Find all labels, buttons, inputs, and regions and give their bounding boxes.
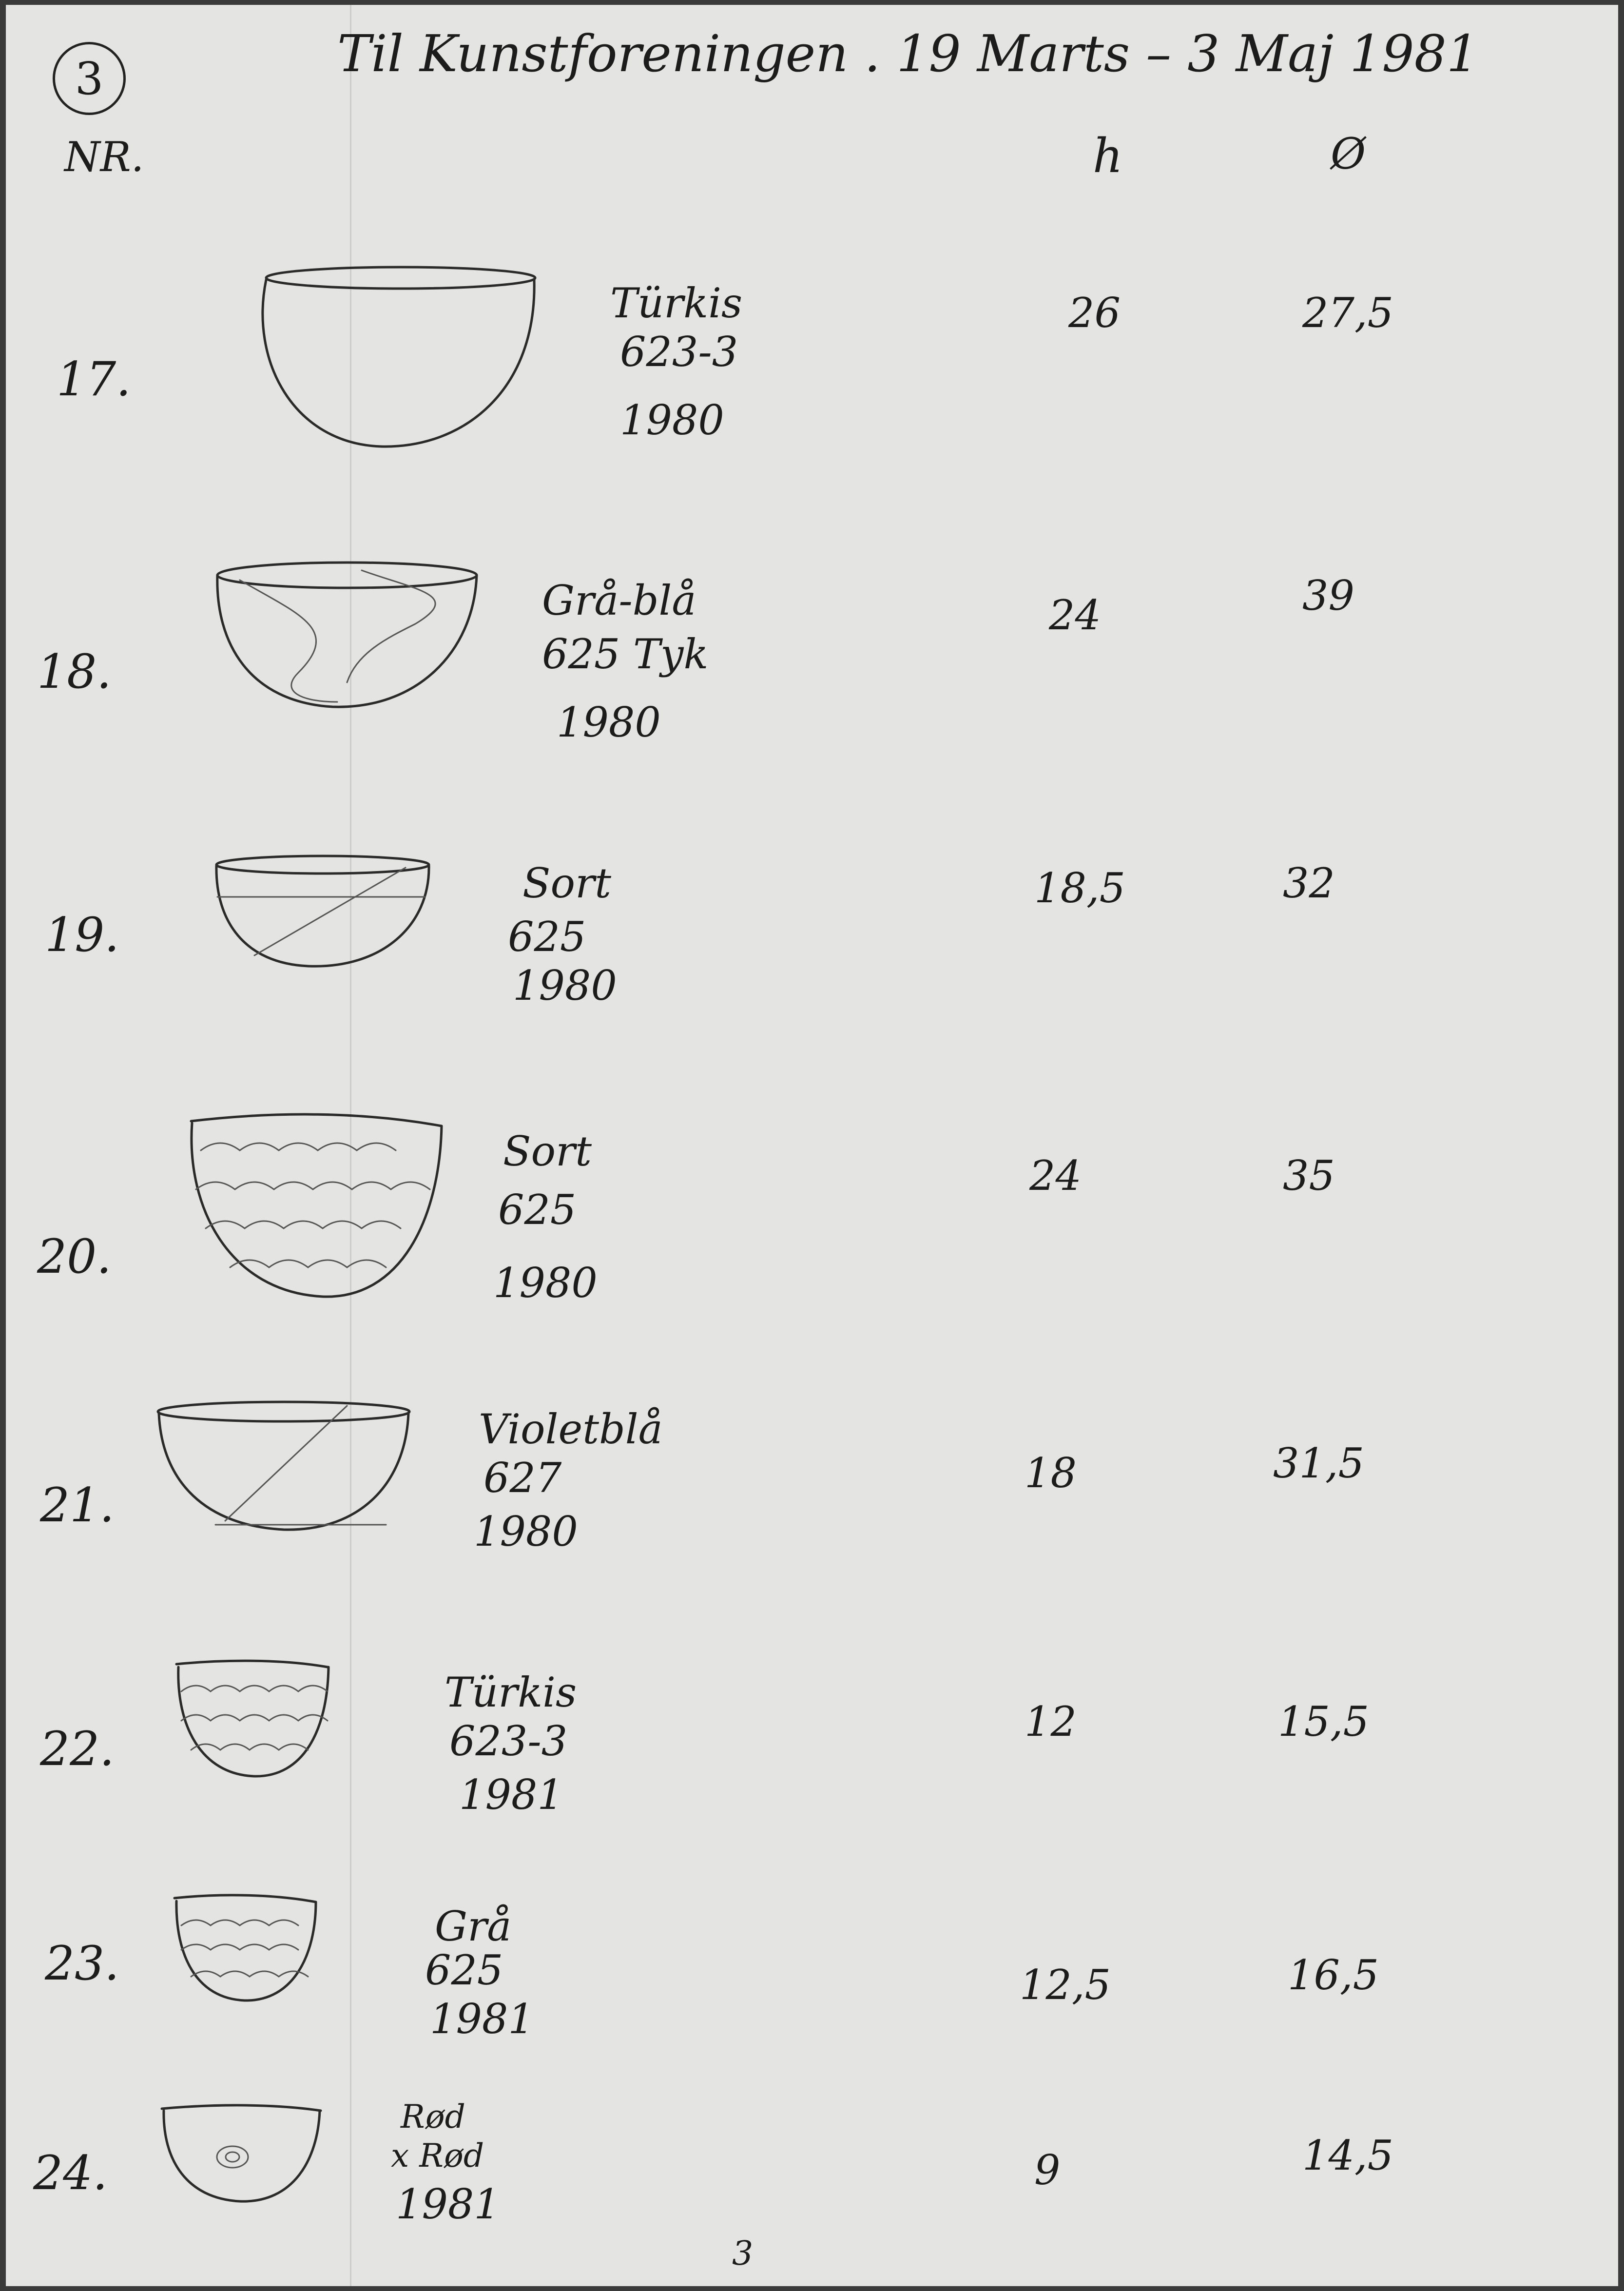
column-header-diameter: Ø [1331,129,1366,179]
glaze-code: 625 [508,913,586,961]
height-value: 18,5 [1034,864,1126,912]
glaze-code: 625 [498,1186,577,1234]
height-value: 24 [1029,1152,1082,1200]
bowl-sketch [172,1891,323,2008]
glaze-name: Sort [503,1127,592,1175]
year: 1981 [430,1995,534,2043]
diameter-value: 31,5 [1273,1439,1365,1487]
bowl-sketch [211,853,435,980]
year: 1980 [474,1508,578,1555]
glaze-name: Grå [435,1903,512,1950]
circle-number-text: 3 [75,52,104,105]
entry-number: 24. [33,2146,108,2200]
column-header-nr: NR. [64,133,144,181]
glaze-code: 623-3 [620,328,738,376]
glaze-name: Rød [401,2098,465,2136]
bowl-sketch [259,263,542,458]
entry-number: 19. [45,908,119,962]
bowl-sketch [152,1399,415,1545]
column-header-height: h [1093,129,1123,183]
entry-number: 17. [57,352,131,407]
glaze-code: 625 [425,1946,503,1994]
height-value: 24 [1049,591,1101,639]
diameter-value: 27,5 [1302,289,1394,337]
bowl-sketch [211,556,483,721]
height-value: 12 [1025,1698,1077,1746]
height-value: 12,5 [1020,1961,1111,2009]
glaze-code: 627 [483,1454,562,1502]
diameter-value: 16,5 [1288,1951,1379,1999]
bowl-sketch [172,1657,337,1784]
year: 1980 [493,1259,598,1307]
document-sheet [6,5,1618,2286]
height-value: 18 [1025,1449,1077,1497]
glaze-code: 623-3 [449,1717,568,1765]
bowl-sketch [186,1111,449,1306]
entry-number: 21. [40,1478,115,1533]
diameter-value: 32 [1283,859,1335,907]
entry-number: 23. [45,1936,119,1991]
page-number: 3 [732,2234,754,2273]
glaze-code: 625 Tyk [542,630,709,678]
glaze-code: x Rød [391,2137,484,2175]
glaze-name: Grå-blå [542,577,696,624]
entry-number: 22. [40,1722,115,1776]
glaze-name: Violetblå [479,1405,663,1453]
year: 1980 [513,962,617,1010]
year: 1981 [459,1771,563,1819]
document-title: Til Kunstforeningen . 19 Marts – 3 Maj 1981 [337,24,1479,83]
height-value: 26 [1068,289,1121,337]
year: 1980 [620,396,724,444]
circled-page-number [53,42,126,115]
diameter-value: 14,5 [1302,2132,1394,2179]
diameter-value: 15,5 [1278,1698,1370,1746]
bowl-sketch [157,2101,328,2213]
diameter-value: 35 [1283,1152,1335,1200]
year: 1981 [396,2180,500,2228]
diameter-value: 39 [1302,572,1354,620]
entry-number: 18. [37,644,112,699]
height-value: 9 [1034,2146,1061,2194]
glaze-name: Türkis [610,279,743,327]
entry-number: 20. [37,1229,112,1284]
glaze-name: Türkis [445,1669,577,1716]
year: 1980 [557,699,661,746]
glaze-name: Sort [522,859,612,907]
